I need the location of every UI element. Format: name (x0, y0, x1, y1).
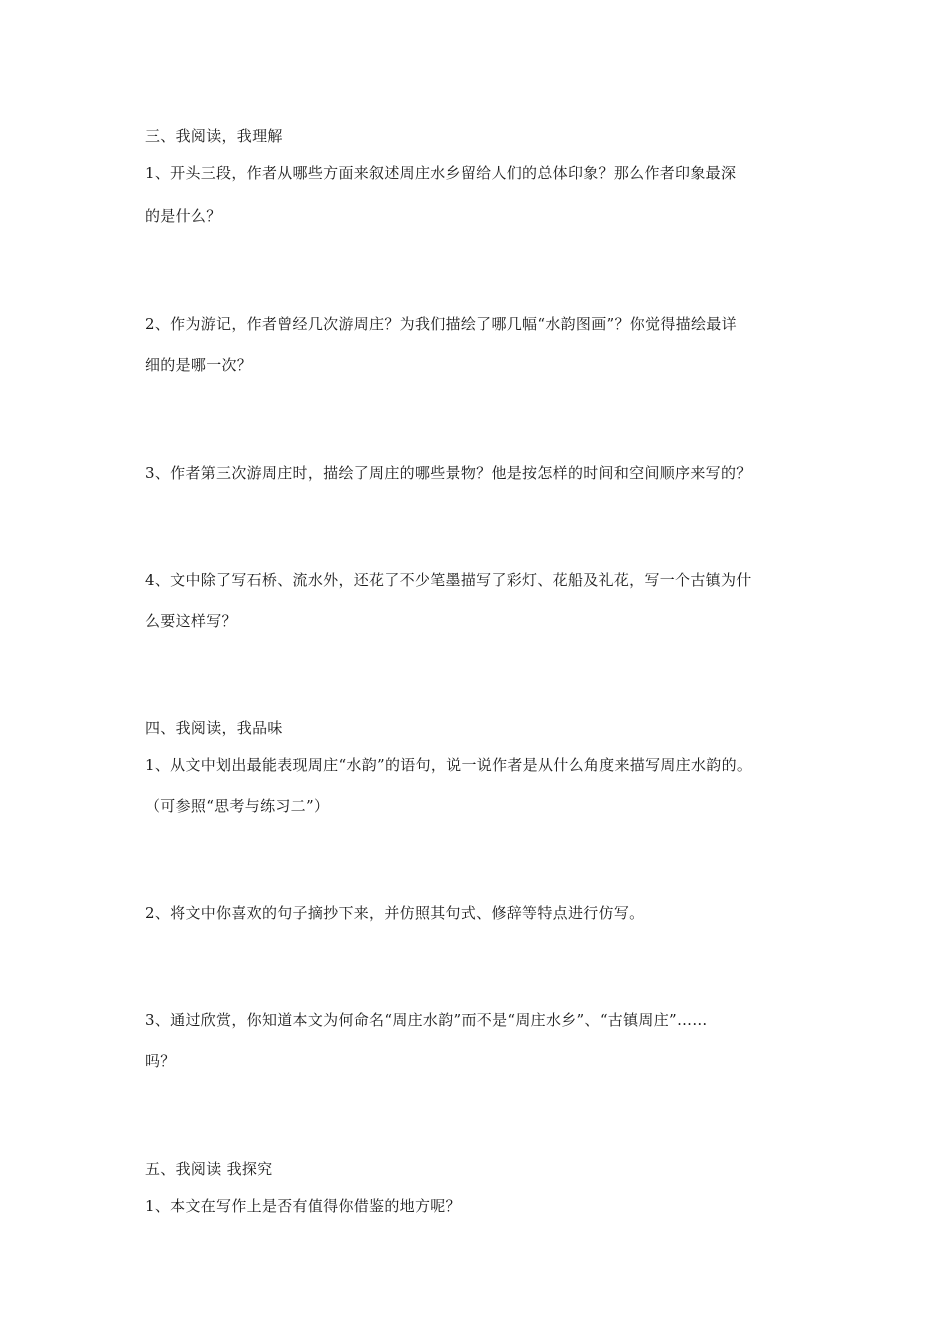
question-4-3-line-2: 吗？ (145, 1052, 176, 1070)
question-3-1-line-1: 1、开头三段，作者从哪些方面来叙述周庄水乡留给人们的总体印象？那么作者印象最深 (145, 164, 737, 182)
question-3-2-line-2: 细的是哪一次？ (145, 356, 253, 374)
question-3-2-line-1: 2、作为游记，作者曾经几次游周庄？为我们描绘了哪几幅“水韵图画”？你觉得描绘最详 (145, 315, 737, 333)
section-heading-5: 五、我阅读 我探究 (145, 1160, 273, 1178)
question-4-3-line-1: 3、通过欣赏，你知道本文为何命名“周庄水韵”而不是“周庄水乡”、“古镇周庄”…… (145, 1011, 708, 1029)
question-3-4-line-1: 4、文中除了写石桥、流水外，还花了不少笔墨描写了彩灯、花船及礼花，写一个古镇为什 (145, 571, 752, 589)
question-4-1-line-1: 1、从文中划出最能表现周庄“水韵”的语句，说一说作者是从什么角度来描写周庄水韵的。 (145, 756, 753, 774)
question-3-4-line-2: 么要这样写？ (145, 612, 237, 630)
question-4-1-line-2: （可参照“思考与练习二”） (145, 797, 330, 815)
question-4-2-line-1: 2、将文中你喜欢的句子摘抄下来，并仿照其句式、修辞等特点进行仿写。 (145, 904, 645, 922)
section-heading-3: 三、我阅读，我理解 (145, 127, 283, 145)
question-3-1-line-2: 的是什么？ (145, 207, 222, 225)
section-heading-4: 四、我阅读，我品味 (145, 719, 283, 737)
question-5-1-line-1: 1、本文在写作上是否有值得你借鉴的地方呢？ (145, 1197, 461, 1215)
question-3-3-line-1: 3、作者第三次游周庄时，描绘了周庄的哪些景物？他是按怎样的时间和空间顺序来写的？ (145, 464, 752, 482)
